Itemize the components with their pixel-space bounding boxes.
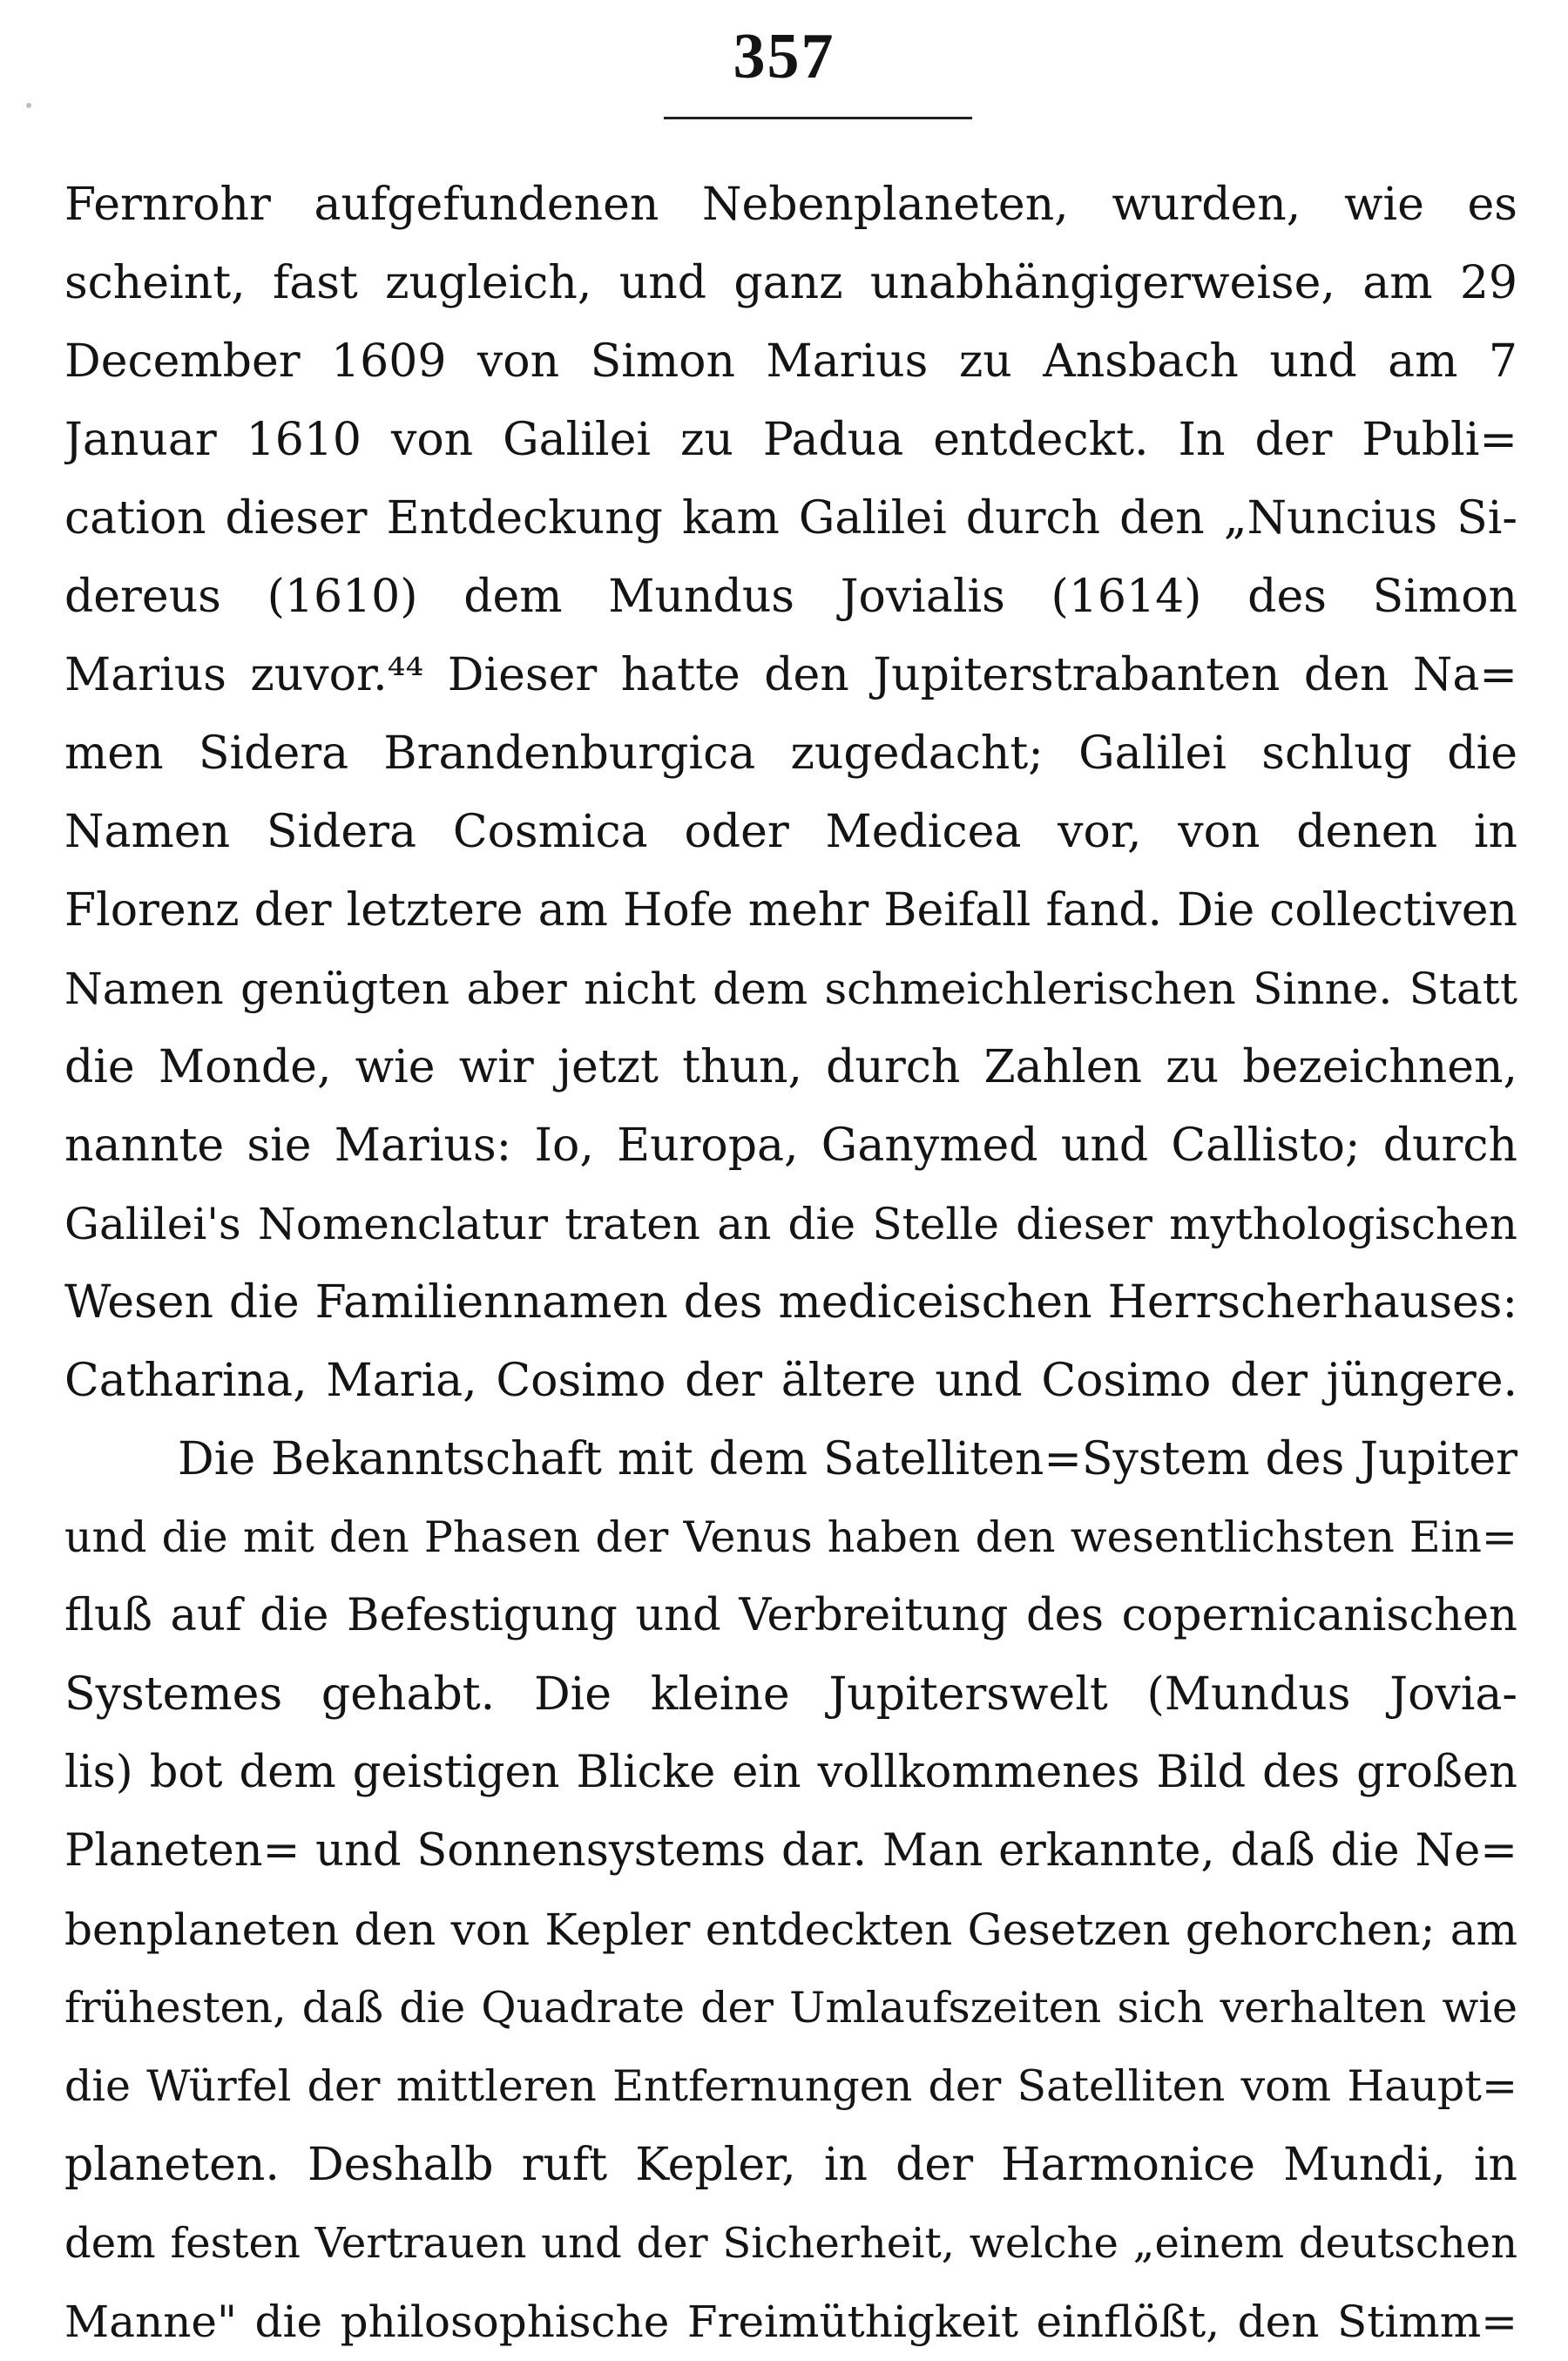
text-line: men Sidera Brandenburgica zugedacht; Galilei schlug die xyxy=(64,727,1517,780)
text-line: die Würfel der mittleren Entfernungen der Satelliten vom Haupt= xyxy=(64,2061,1517,2111)
text-line: December 1609 von Simon Marius zu Ansbach und am 7 xyxy=(64,335,1517,388)
text-line: die Monde, wie wir jetzt thun, durch Zahlen zu bezeichnen, xyxy=(64,1041,1517,1093)
text-line: Fernrohr aufgefundenen Nebenplaneten, wurden, wie es xyxy=(64,179,1517,231)
text-line: Systemes gehabt. Die kleine Jupiterswelt (Mundus Jovia- xyxy=(64,1668,1517,1721)
text-line: lis) bot dem geistigen Blicke ein vollkommenes Bild des großen xyxy=(64,1747,1517,1798)
text-line: Planeten= und Sonnensystems dar. Man erkannte, daß die Ne= xyxy=(64,1825,1517,1877)
header-rule xyxy=(664,117,972,119)
text-line: benplaneten den von Kepler entdeckten Gesetzen gehorchen; am xyxy=(64,1904,1517,1955)
body-text xyxy=(64,166,1517,2361)
paper-speck xyxy=(26,103,31,108)
text-line: Namen genügten aber nicht dem schmeichlerischen Sinne. Statt xyxy=(64,964,1517,1014)
text-line: Wesen die Familiennamen des mediceischen Herrscherhauses: xyxy=(64,1276,1517,1329)
text-line: Marius zuvor.⁴⁴ Dieser hatte den Jupiterstrabanten den Na= xyxy=(64,649,1517,701)
text-line: und die mit den Phasen der Venus haben den wesentlichsten Ein= xyxy=(64,1512,1517,1562)
text-line: cation dieser Entdeckung kam Galilei durch den „Nuncius Si- xyxy=(64,492,1517,545)
text-line: Januar 1610 von Galilei zu Padua entdeckt. In der Publi= xyxy=(64,414,1517,466)
text-line: Florenz der letztere am Hofe mehr Beifall fand. Die collectiven xyxy=(64,884,1517,937)
text-line: Galilei's Nomenclatur traten an die Stelle dieser mythologischen xyxy=(64,1199,1517,1249)
paragraph-start-line: Die Bekanntschaft mit dem Satelliten=System des Jupiter xyxy=(178,1433,1517,1485)
text-line: dem festen Vertrauen und der Sicherheit, welche „einem deutschen xyxy=(64,2219,1517,2268)
text-line: frühesten, daß die Quadrate der Umlaufszeiten sich verhalten wie xyxy=(64,1983,1517,2033)
text-line: dereus (1610) dem Mundus Jovialis (1614) des Simon xyxy=(64,571,1517,623)
text-line: Namen Sidera Cosmica oder Medicea vor, von denen in xyxy=(64,806,1517,858)
text-line: scheint, fast zugleich, und ganz unabhängigerweise, am 29 xyxy=(64,257,1517,309)
text-line: fluß auf die Befestigung und Verbreitung des copernicanischen xyxy=(64,1590,1517,1641)
text-line: Catharina, Maria, Cosimo der ältere und Cosimo der jüngere. xyxy=(64,1355,1517,1407)
page-number: 357 xyxy=(733,21,835,92)
text-line: nannte sie Marius: Io, Europa, Ganymed und Callisto; durch xyxy=(64,1120,1517,1172)
text-line: Manne" die philosophische Freimüthigkeit einflößt, den Stimm= xyxy=(64,2297,1517,2347)
text-line: planeten. Deshalb ruft Kepler, in der Harmonice Mundi, in xyxy=(64,2139,1517,2191)
